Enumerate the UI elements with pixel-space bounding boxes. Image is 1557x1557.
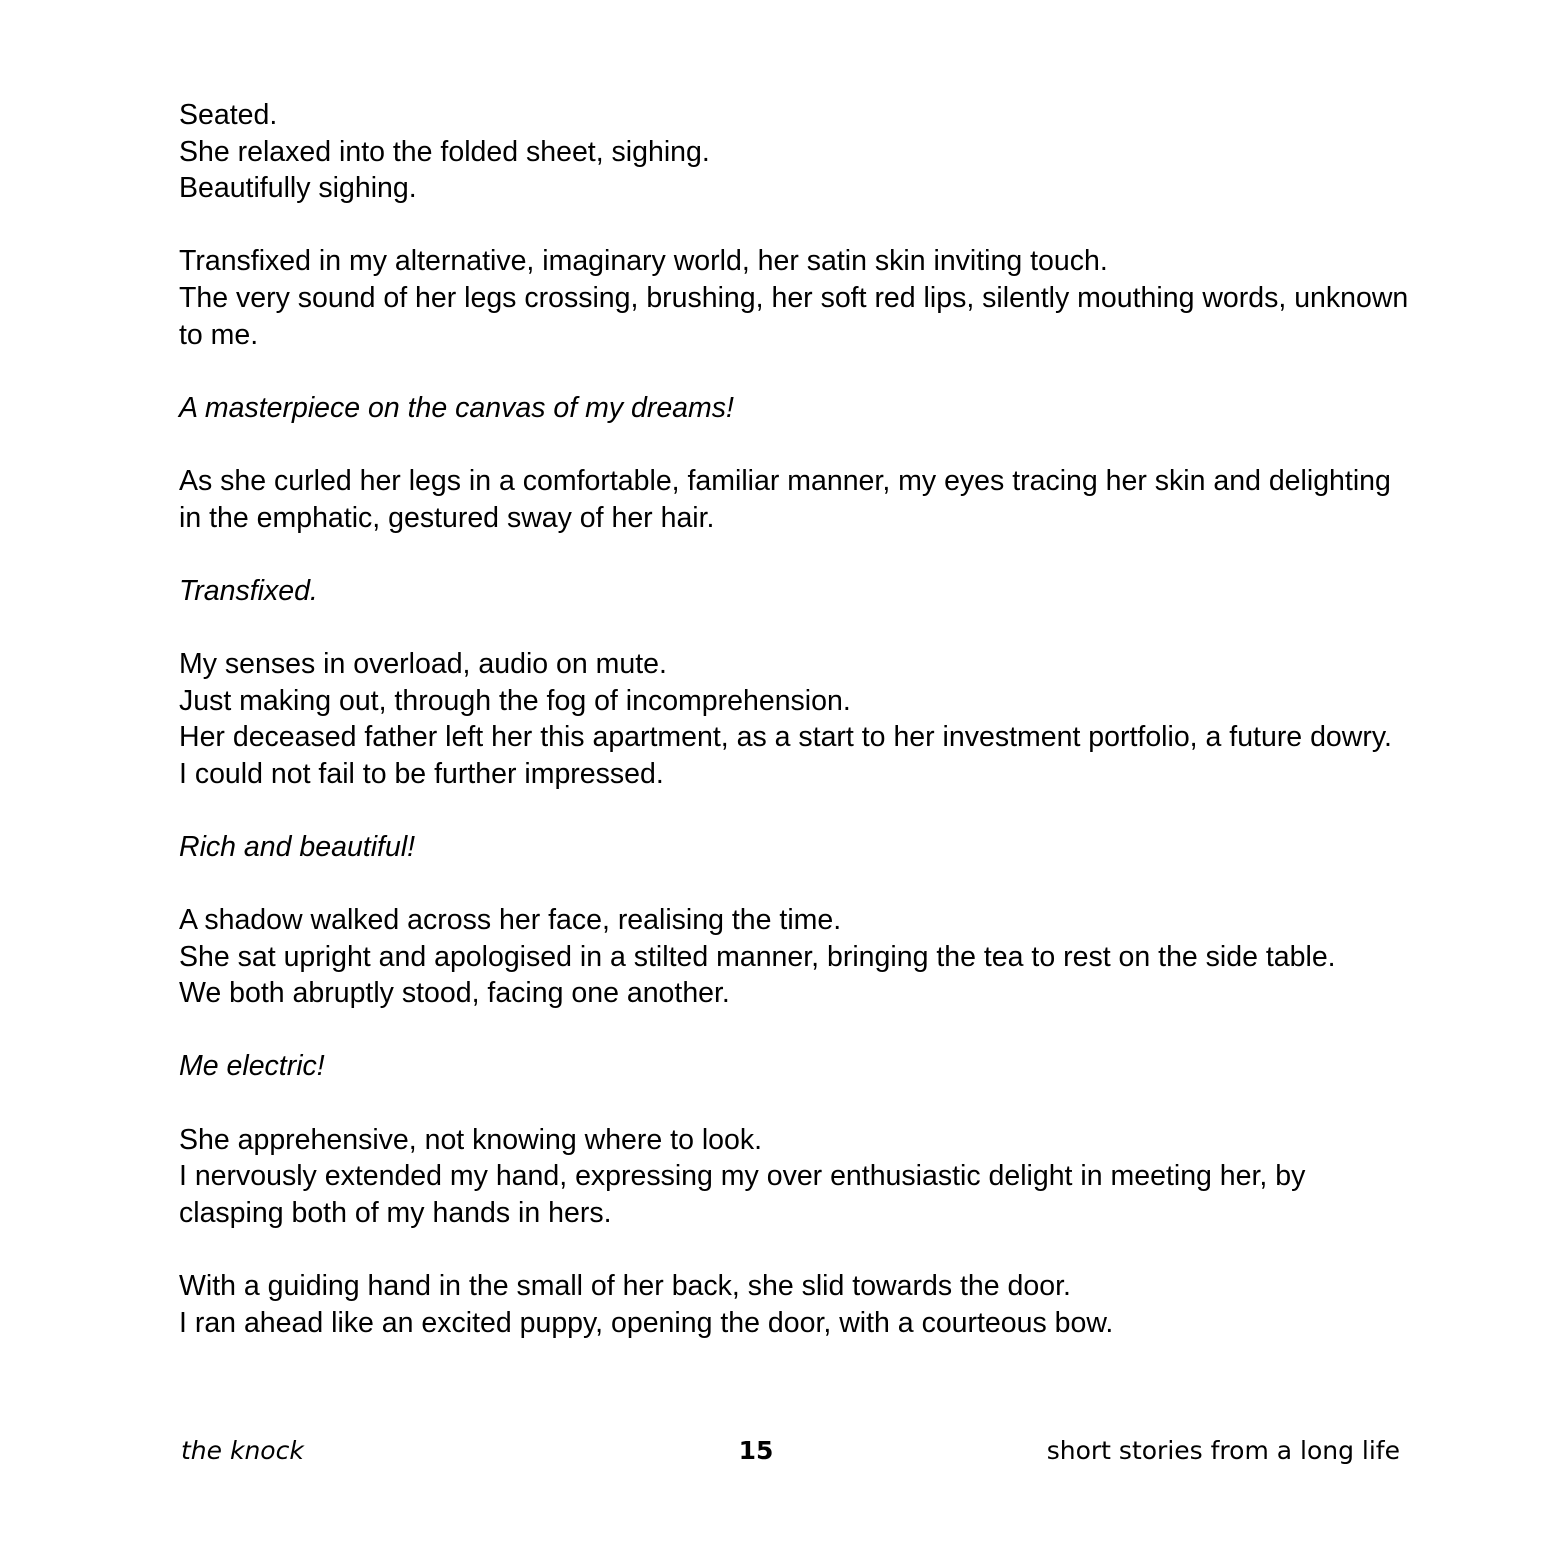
text-line: With a guiding hand in the small of her back, she slid towards the door. [179,1270,1071,1302]
text-line: I ran ahead like an excited puppy, opening the door, with a courteous bow. [179,1306,1114,1339]
text-line: She relaxed into the folded sheet, sighing. [179,135,710,168]
paragraph [179,1122,1409,1232]
italic-paragraph [179,1048,1409,1085]
text-line: I could not fail to be further impressed. [179,757,664,790]
text-line: Seated. [179,99,278,131]
text-line: As she curled her legs in a comfortable, familiar manner, my eyes tracing her skin and delighting in the emphatic, gestured sway of her hair. [179,464,1391,534]
italic-paragraph [179,390,1409,427]
text-line: A shadow walked across her face, realising the time. [179,904,842,937]
text-line: Transfixed in my alternative, imaginary world, her satin skin inviting touch. [179,245,1108,278]
paragraph [179,902,1409,1012]
text-line: She sat upright and apologised in a stilted manner, bringing the tea to rest on the side table. [179,940,1336,973]
text-line: I nervously extended my hand, expressing my over enthusiastic delight in meeting her, by clasping both of my hands in hers. [179,1160,1306,1229]
paragraph [179,646,1409,792]
page-footer [0,1436,1557,1472]
paragraph [179,1268,1409,1341]
italic-paragraph [179,573,1409,610]
text-line: Her deceased father left her this apartment, as a start to her investment portfolio, a future dowry. [179,721,1392,754]
text-line: A masterpiece on the canvas of my dreams! [179,391,734,424]
paragraph [179,97,1409,207]
footer-book-title: short stories from a long life [1046,1436,1400,1465]
text-line: We both abruptly stood, facing one another. [179,977,730,1010]
text-line: The very sound of her legs crossing, brushing, her soft red lips, silently mouthing words, unknown to me. [179,281,1409,351]
text-line: Transfixed. [179,574,318,607]
text-line: My senses in overload, audio on mute. [179,647,667,680]
footer-story-title: the knock [181,1436,304,1465]
text-line: Beautifully sighing. [179,172,417,205]
story-body [179,97,1409,1341]
text-line: Just making out, through the fog of incomprehension. [179,684,851,717]
text-line: Rich and beautiful! [179,830,416,863]
text-line: She apprehensive, not knowing where to look. [179,1123,763,1156]
italic-paragraph [179,829,1409,866]
page-number: 15 [738,1436,774,1465]
text-line: Me electric! [179,1050,325,1083]
paragraph [179,243,1409,353]
paragraph [179,463,1409,536]
